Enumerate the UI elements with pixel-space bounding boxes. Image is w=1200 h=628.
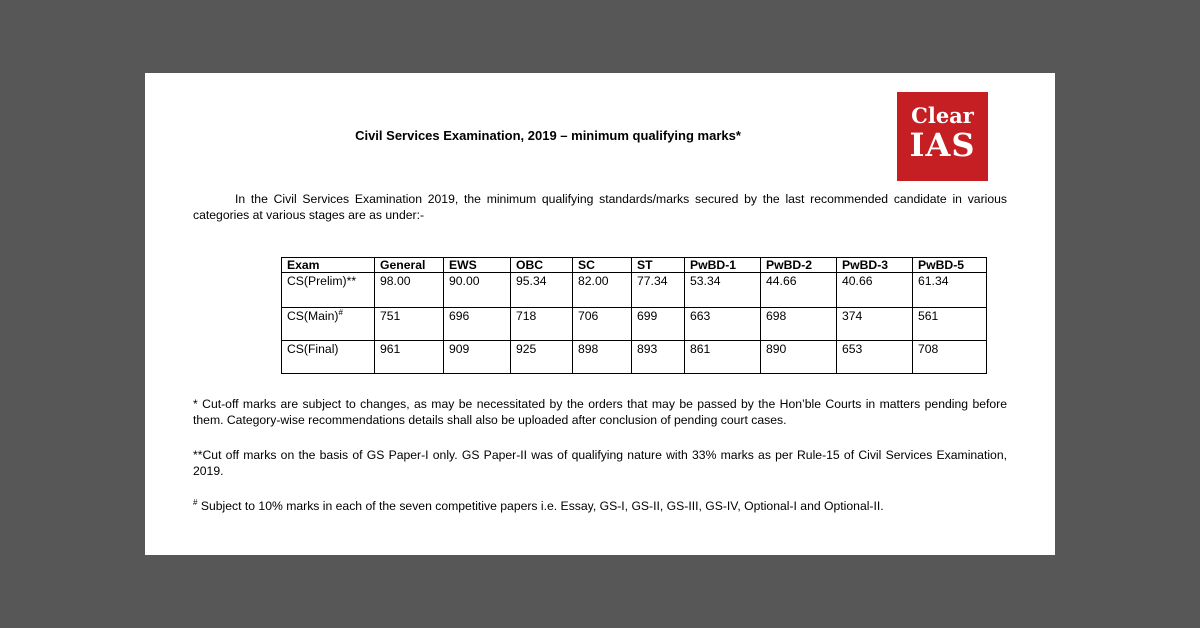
exam-cell: CS(Final) [282,341,375,374]
footnote-gs-paper: **Cut off marks on the basis of GS Paper-I only. GS Paper-II was of qualifying nature with 33% marks as per Rule-15 of Civil Services Examination, 2019. [193,448,1007,478]
value-cell: 751 [375,308,444,341]
col-header-obc: OBC [511,258,573,273]
footnote-subject-marks: # Subject to 10% marks in each of the seven competitive papers i.e. Essay, GS-I, GS-II, GS-III, GS-IV, Optional-I and Optional-II. [193,497,884,513]
qualifying-marks-table [281,257,987,374]
col-header-sc: SC [573,258,632,273]
value-cell: 696 [444,308,511,341]
intro-paragraph: In the Civil Services Examination 2019, the minimum qualifying standards/marks secured by the last recommended candidate in various categories at various stages are as under:- [193,192,1007,222]
value-cell: 909 [444,341,511,374]
value-cell: 890 [761,341,837,374]
col-header-st: ST [632,258,685,273]
document-title: Civil Services Examination, 2019 – minimum qualifying marks* [355,128,741,143]
col-header-exam: Exam [282,258,375,273]
exam-cell: CS(Prelim)** [282,273,375,308]
col-header-general: General [375,258,444,273]
value-cell: 961 [375,341,444,374]
table-row [282,273,987,308]
value-cell: 718 [511,308,573,341]
logo-text-ias: IAS [909,126,976,164]
value-cell: 708 [913,341,987,374]
value-cell: 374 [837,308,913,341]
document-page [145,73,1055,555]
value-cell: 90.00 [444,273,511,308]
value-cell: 663 [685,308,761,341]
table-header-row [282,258,987,273]
value-cell: 653 [837,341,913,374]
value-cell: 706 [573,308,632,341]
value-cell: 82.00 [573,273,632,308]
col-header-ews: EWS [444,258,511,273]
table-row [282,308,987,341]
table-row [282,341,987,374]
col-header-pwbd-1: PwBD-1 [685,258,761,273]
col-header-pwbd-3: PwBD-3 [837,258,913,273]
value-cell: 53.34 [685,273,761,308]
value-cell: 98.00 [375,273,444,308]
value-cell: 893 [632,341,685,374]
value-cell: 561 [913,308,987,341]
value-cell: 61.34 [913,273,987,308]
value-cell: 95.34 [511,273,573,308]
value-cell: 698 [761,308,837,341]
value-cell: 77.34 [632,273,685,308]
col-header-pwbd-2: PwBD-2 [761,258,837,273]
footnote-cutoff-changes: * Cut-off marks are subject to changes, as may be necessitated by the orders that may be passed by the Hon’ble Courts in matters pending before them. Category-wise recommendations details shall also be uploaded after conclusion of pending court cases. [193,397,1007,427]
logo-text-clear: Clear [911,103,974,128]
value-cell: 40.66 [837,273,913,308]
exam-cell: CS(Main)# [282,308,375,341]
value-cell: 861 [685,341,761,374]
value-cell: 925 [511,341,573,374]
col-header-pwbd-5: PwBD-5 [913,258,987,273]
value-cell: 44.66 [761,273,837,308]
value-cell: 898 [573,341,632,374]
footnote-mark: # [193,497,198,507]
value-cell: 699 [632,308,685,341]
footnote-mark: # [338,307,343,317]
